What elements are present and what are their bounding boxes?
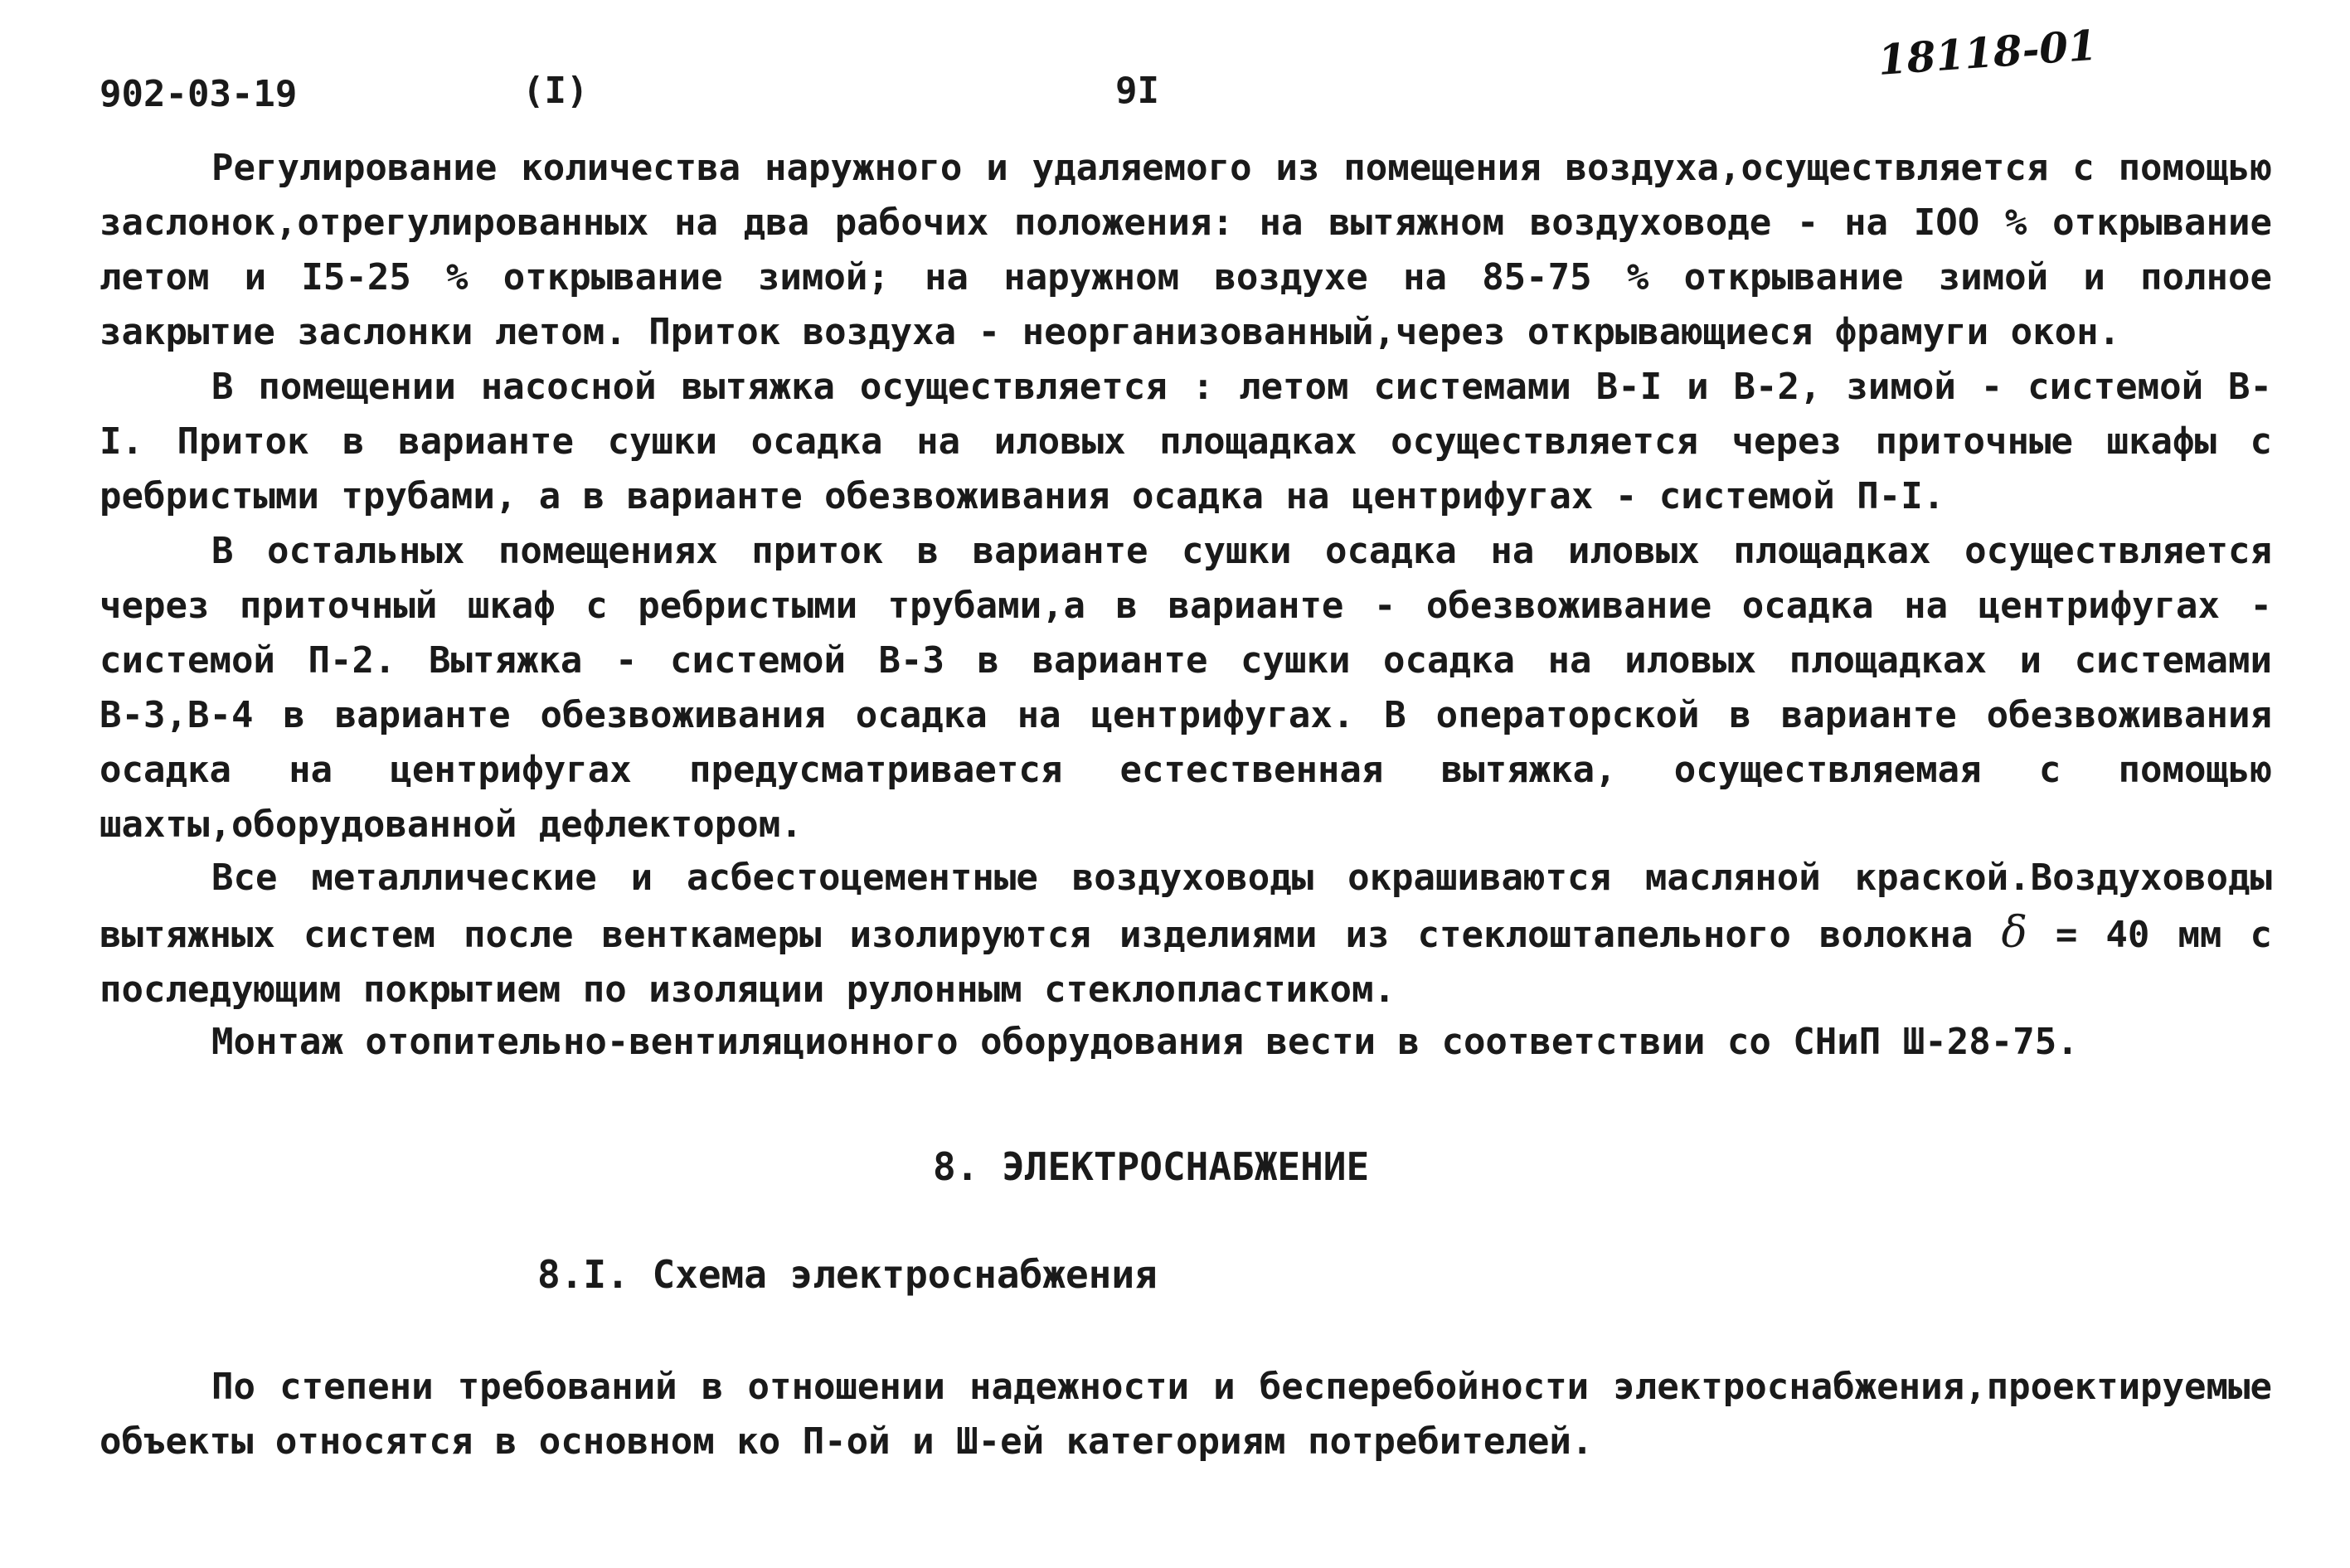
page-number: 9I [1115, 70, 1159, 112]
handwritten-archive-number: 18118-01 [1876, 20, 2099, 85]
paragraph-power-supply-category: По степени требований в отношении надежности и бесперебойности электроснабжения,проектируемые объекты относятся в основном ко П-ой и Ш-ей категориям потребителей. [100, 1366, 2272, 1463]
subsection-title: 8.I. Схема электроснабжения [537, 1252, 1158, 1297]
paragraph-damper-regulation: Регулирование количества наружного и удаляемого из помещения воздуха,осуществляется с помощью заслонок,отрегулированных на два рабочих положения: на вытяжном воздуховоде - на IOO % открывание летом и I5-25 % открывание зимой; на наружном воздухе на 85-75 % открывание зимой и полное закрытие заслонки летом. Приток воздуха - неорганизованный,через открывающиеся фрамуги окон. [100, 147, 2272, 353]
paragraph-ducts-painting [100, 851, 2272, 1017]
document-code: 902-03-19 [100, 73, 298, 115]
paragraph-other-rooms-ventilation: В остальных помещениях приток в варианте сушки осадка на иловых площадках осуществляется через приточный шкаф с ребристыми трубами,а в варианте - обезвоживание осадка на центрифугах - системой П-2. Вытяжка - системой В-3 в варианте сушки осадка на иловых площадках и системами В-3,В-4 в варианте обезвоживания осадка на центрифугах. В операторской в варианте обезвоживания осадка на центрифугах предусматривается естественная вытяжка, осуществляемая с помощью шахты,оборудованной дефлектором. [100, 530, 2272, 846]
section-title: 8. ЭЛЕКТРОСНАБЖЕНИЕ [933, 1144, 1370, 1189]
paragraph-pump-room-ventilation: В помещении насосной вытяжка осуществляется : летом системами В-I и В-2, зимой - системой В-I. Приток в варианте сушки осадка на иловых площадках осуществляется через приточные шкафы с ребристыми трубами, а в варианте обезвоживания осадка на центрифугах - системой П-I. [100, 366, 2272, 517]
ducts-text-end: = 40 мм с последующим покрытием по изоляции рулонным стеклопластиком. [100, 914, 2272, 1011]
paragraph-installation-norms: Монтаж отопительно-вентиляционного оборудования вести в соответствии со СНиП Ш-28-75. [211, 1021, 2079, 1063]
part-number: (I) [522, 70, 589, 112]
delta-symbol: δ [2001, 908, 2027, 958]
ducts-text-start: Все металлические и асбестоцементные воздуховоды окрашиваются масляной краской.Воздуховоды вытяжных систем после венткамеры изолируются изделиями из стеклоштапельного волокна [100, 857, 2272, 956]
